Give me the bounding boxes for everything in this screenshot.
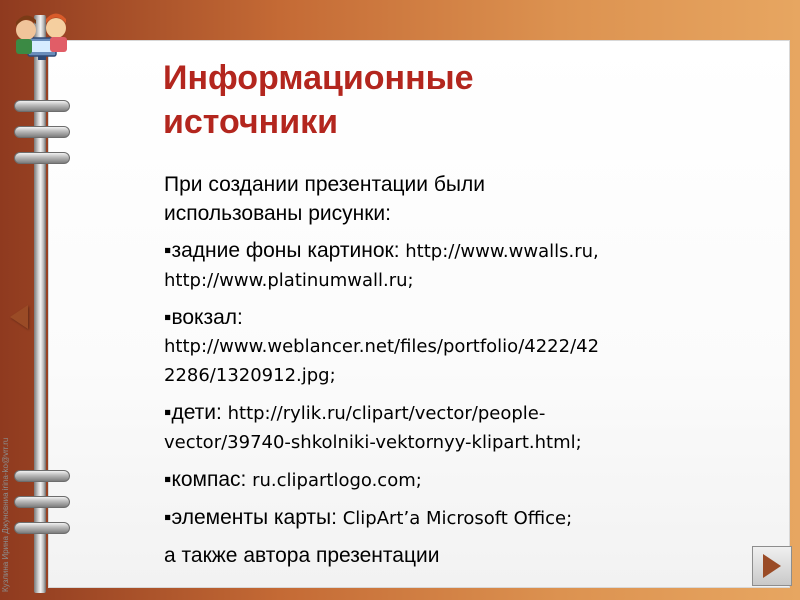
kids-with-computer-icon [8, 8, 74, 66]
arrow-right-icon [763, 554, 781, 578]
next-slide-button[interactable] [752, 546, 792, 586]
author-credit: Кузлина Ирина Джуновниа irina-ko@vrr.ru [1, 437, 10, 592]
list-item [164, 503, 724, 533]
list-item [164, 398, 724, 457]
item-label: ▪компас: [164, 468, 247, 491]
item-source: ru.clipartlogo.com; [246, 470, 422, 491]
content-body [164, 170, 724, 570]
binder-ring [14, 470, 70, 482]
binder-ring [14, 496, 70, 508]
item-source: http://rylik.ru/clipart/vector/people- [221, 403, 546, 424]
item-label: ▪задние фоны картинок: [164, 239, 400, 262]
item-label: ▪вокзал: [164, 306, 243, 329]
item-source: http://www.platinumwall.ru; [164, 270, 414, 291]
intro-line-2: использованы рисунки: [164, 202, 391, 225]
binder-ring [14, 522, 70, 534]
arrow-left-icon[interactable] [10, 305, 28, 329]
title-line-1: Информационные [163, 59, 474, 97]
item-source: http://www.wwalls.ru, [399, 241, 599, 262]
list-item [164, 465, 724, 495]
intro [164, 170, 724, 228]
item-label: ▪дети: [164, 401, 222, 424]
intro-line-1: При создании презентации были [164, 173, 485, 196]
item-source: http://www.weblancer.net/files/portfolio/4222/42 [164, 336, 600, 357]
binder-ring [14, 100, 70, 112]
slide-title [163, 56, 723, 144]
binder-ring [14, 126, 70, 138]
item-source: ClipArt’a Microsoft Office; [336, 508, 573, 529]
list-item [164, 236, 724, 295]
binder-ring [14, 152, 70, 164]
title-line-2: источники [163, 103, 339, 141]
closing-line: а также автора презентации [164, 544, 440, 567]
item-source: 2286/1320912.jpg; [164, 365, 336, 386]
item-source: vector/39740-shkolniki-vektornyy-klipart.html; [164, 432, 582, 453]
item-label: ▪элементы карты: [164, 506, 337, 529]
list-item [164, 303, 724, 390]
